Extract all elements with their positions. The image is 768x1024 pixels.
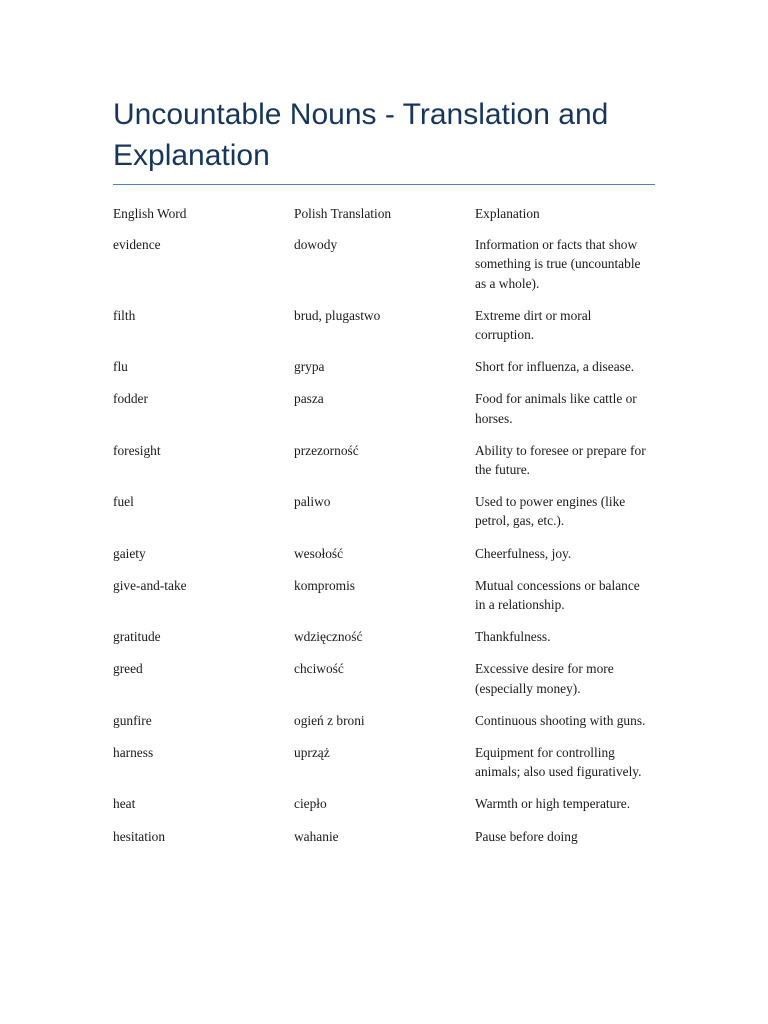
table-row bbox=[113, 743, 655, 794]
table-row bbox=[113, 306, 655, 357]
cell-english-word: filth bbox=[113, 307, 136, 323]
header-polish-translation: Polish Translation bbox=[294, 206, 392, 221]
cell-english-word: fodder bbox=[113, 391, 148, 407]
table-row bbox=[113, 441, 655, 492]
table-row bbox=[113, 235, 655, 306]
cell-explanation: Equipment for controlling animals; also used figuratively. bbox=[475, 745, 642, 780]
cell-polish-translation: wesołość bbox=[294, 545, 344, 561]
cell-polish-translation: brud, plugastwo bbox=[294, 307, 381, 323]
cell-english-word: heat bbox=[113, 796, 136, 812]
table-row bbox=[113, 357, 655, 389]
header-explanation: Explanation bbox=[475, 206, 540, 221]
cell-english-word: hesitation bbox=[113, 828, 166, 844]
cell-polish-translation: ogień z broni bbox=[294, 712, 365, 728]
cell-english-word: harness bbox=[113, 745, 154, 761]
table-row bbox=[113, 576, 655, 627]
document-page bbox=[113, 94, 655, 859]
cell-explanation: Used to power engines (like petrol, gas, etc.). bbox=[475, 494, 626, 529]
cell-english-word: give-and-take bbox=[113, 577, 187, 593]
cell-polish-translation: pasza bbox=[294, 391, 324, 407]
cell-english-word: gratitude bbox=[113, 629, 161, 645]
table-row bbox=[113, 389, 655, 440]
cell-explanation: Food for animals like cattle or horses. bbox=[475, 391, 637, 426]
table-row bbox=[113, 794, 655, 826]
cell-polish-translation: kompromis bbox=[294, 577, 356, 593]
cell-explanation: Pause before doing bbox=[475, 828, 578, 844]
cell-polish-translation: wahanie bbox=[294, 828, 339, 844]
cell-polish-translation: ciepło bbox=[294, 796, 327, 812]
table-row bbox=[113, 544, 655, 576]
cell-explanation: Thankfulness. bbox=[475, 629, 551, 645]
cell-polish-translation: uprząż bbox=[294, 745, 330, 761]
cell-english-word: evidence bbox=[113, 237, 161, 253]
cell-polish-translation: paliwo bbox=[294, 494, 331, 510]
cell-explanation: Warmth or high temperature. bbox=[475, 796, 631, 812]
table-row bbox=[113, 827, 655, 859]
table-row bbox=[113, 659, 655, 710]
table-header-row bbox=[113, 204, 655, 235]
header-english-word: English Word bbox=[113, 206, 187, 221]
table-row bbox=[113, 492, 655, 543]
cell-polish-translation: chciwość bbox=[294, 661, 344, 677]
cell-english-word: gunfire bbox=[113, 712, 152, 728]
table-row bbox=[113, 711, 655, 743]
vocabulary-table bbox=[113, 204, 655, 859]
cell-polish-translation: grypa bbox=[294, 359, 325, 375]
cell-explanation: Cheerfulness, joy. bbox=[475, 545, 572, 561]
cell-explanation: Excessive desire for more (especially money). bbox=[475, 661, 614, 696]
cell-polish-translation: wdzięczność bbox=[294, 629, 363, 645]
cell-explanation: Short for influenza, a disease. bbox=[475, 359, 635, 375]
cell-english-word: fuel bbox=[113, 494, 134, 510]
cell-explanation: Mutual concessions or balance in a relationship. bbox=[475, 577, 640, 613]
table-row bbox=[113, 627, 655, 659]
cell-english-word: greed bbox=[113, 661, 143, 677]
cell-explanation: Extreme dirt or moral corruption. bbox=[475, 307, 592, 343]
cell-english-word: flu bbox=[113, 359, 128, 375]
cell-english-word: foresight bbox=[113, 442, 161, 458]
cell-explanation: Continuous shooting with guns. bbox=[475, 712, 646, 728]
cell-explanation: Ability to foresee or prepare for the future. bbox=[475, 442, 646, 478]
cell-polish-translation: przezorność bbox=[294, 442, 359, 458]
cell-explanation: Information or facts that show something is true (uncountable as a whole). bbox=[475, 237, 641, 291]
cell-english-word: gaiety bbox=[113, 545, 146, 561]
cell-polish-translation: dowody bbox=[294, 237, 338, 253]
document-title: Uncountable Nouns - Translation and Explanation bbox=[113, 94, 655, 185]
